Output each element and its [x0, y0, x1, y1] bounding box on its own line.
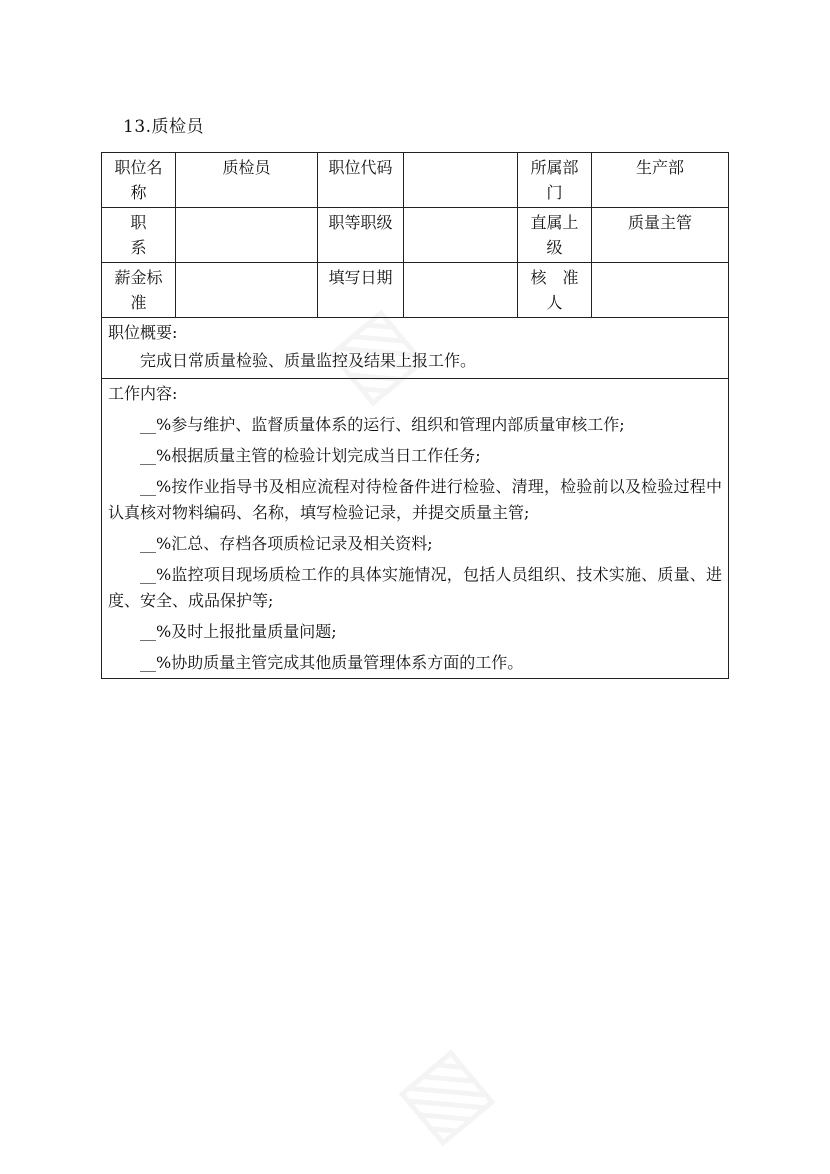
label-salary-standard: 薪金标准: [102, 263, 176, 318]
label-direct-supervisor: 直属上级: [518, 208, 592, 263]
value-approver: [592, 263, 729, 318]
summary-section: [102, 318, 729, 379]
table-row: [102, 208, 729, 263]
duties-heading: 工作内容:: [108, 384, 178, 403]
value-job-grade: [404, 208, 518, 263]
duty-item: __%参与维护、监督质量体系的运行、组织和管理内部质量审核工作;: [140, 415, 625, 434]
label-job-family: 职 系: [102, 208, 176, 263]
duty-item: __%汇总、存档各项质检记录及相关资料;: [140, 534, 433, 553]
label-department: 所属部门: [518, 153, 592, 208]
table-row: [102, 379, 729, 679]
value-job-family: [176, 208, 318, 263]
duty-item: __%根据质量主管的检验计划完成当日工作任务;: [140, 446, 481, 465]
value-position-code: [404, 153, 518, 208]
table-row: [102, 153, 729, 208]
duty-item: __%按作业指导书及相应流程对待检备件进行检验、清理，检验前以及检验过程中认真核对物料编码、名称，填写检验记录，并提交质量主管;: [108, 477, 722, 522]
value-fill-date: [404, 263, 518, 318]
label-position-name: 职位名称: [102, 153, 176, 208]
label-position-code: 职位代码: [318, 153, 404, 208]
value-direct-supervisor: 质量主管: [592, 208, 729, 263]
value-salary-standard: [176, 263, 318, 318]
summary-text: 完成日常质量检验、质量监控及结果上报工作。: [140, 351, 477, 370]
label-approver: 核 准 人: [518, 263, 592, 318]
duty-item: __%及时上报批量质量问题;: [140, 622, 337, 641]
table-row: [102, 318, 729, 379]
watermark: [376, 1025, 509, 1160]
page-title: 13.质检员: [123, 117, 205, 137]
value-position-name: 质检员: [176, 153, 318, 208]
table-row: [102, 263, 729, 318]
duties-section: [102, 379, 729, 679]
duty-item: __%监控项目现场质检工作的具体实施情况，包括人员组织、技术实施、质量、进度、安全、成品保护等;: [108, 565, 722, 610]
duty-item: __%协助质量主管完成其他质量管理体系方面的工作。: [140, 653, 524, 672]
value-department: 生产部: [592, 153, 729, 208]
summary-heading: 职位概要:: [108, 323, 178, 342]
job-description-table: [101, 152, 729, 679]
label-job-grade: 职等职级: [318, 208, 404, 263]
label-fill-date: 填写日期: [318, 263, 404, 318]
